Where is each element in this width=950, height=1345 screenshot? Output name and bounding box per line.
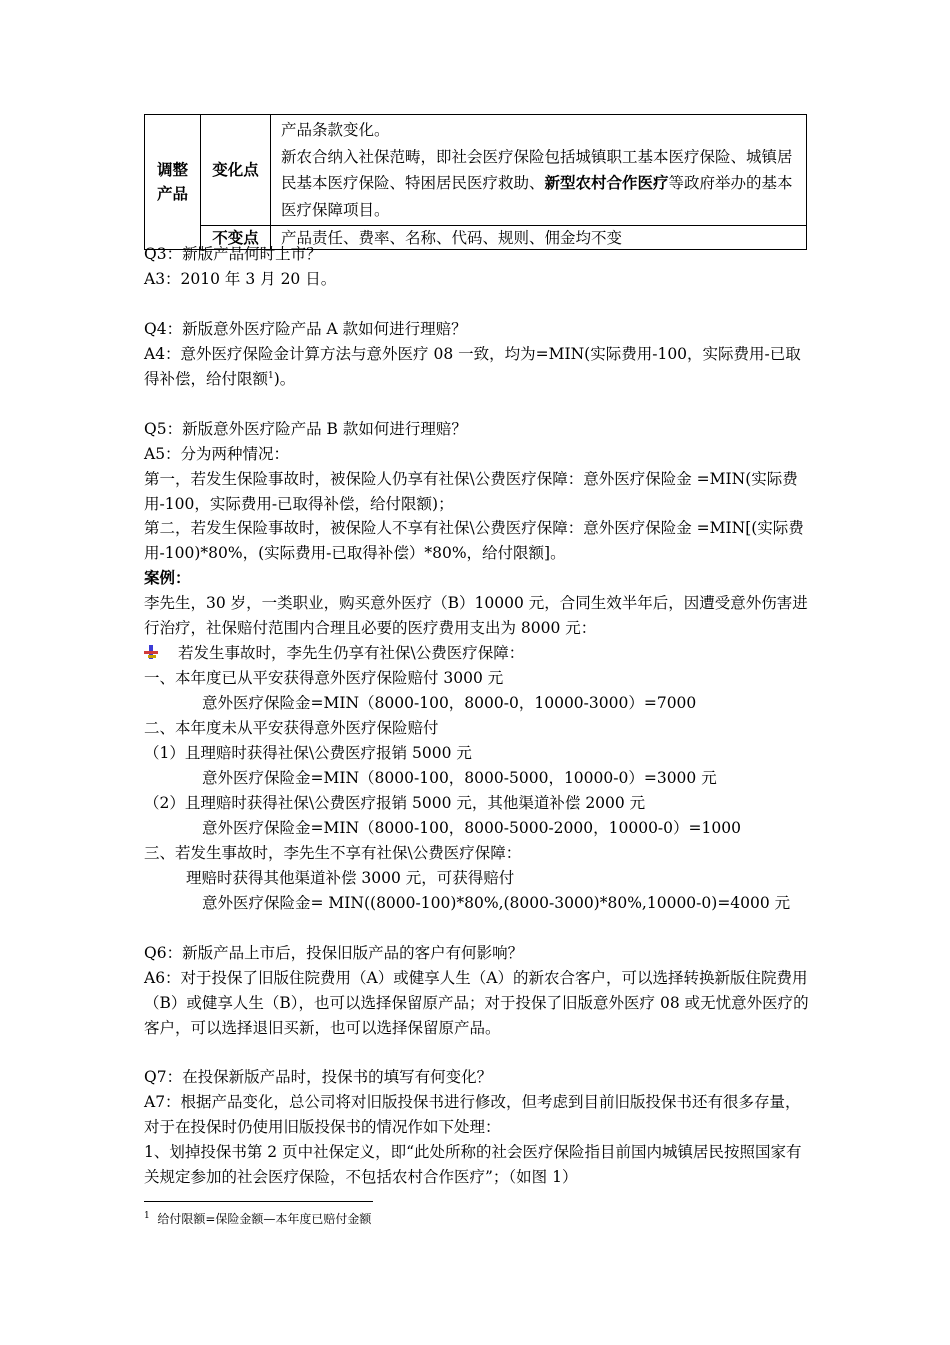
change-description: [271, 115, 807, 226]
blank-line: [144, 292, 810, 317]
question-q7: Q7：在投保新版产品时，投保书的填写有何变化？: [144, 1068, 493, 1087]
blank-line: [144, 1040, 810, 1065]
bullet-icon: [144, 645, 158, 659]
nochange-description: 产品责任、费率、名称、代码、规则、佣金均不变: [271, 226, 807, 250]
footnote-mark: 1: [144, 1211, 150, 1221]
change-label: 变化点: [201, 115, 271, 226]
footnote-separator: [144, 1201, 373, 1202]
answer-a7-item-1: 1、划掉投保书第 2 页中社保定义，即“此处所称的社会医疗保险指目前国内城镇居民按照国家有关规定参加的社会医疗保险，不包括农村合作医疗”；（如图 1）: [144, 1143, 802, 1187]
case-item-2: 二、本年度未从平安获得意外医疗保险赔付: [144, 719, 439, 738]
case-item-3-calc: 意外医疗保险金= MIN((8000-100)*80%,(8000-3000)*80%,10000-0)=4000 元: [202, 893, 791, 912]
footnote: [144, 1210, 371, 1228]
blank-line: [144, 392, 810, 417]
table-row: [145, 115, 807, 226]
case-item-3: 三、若发生事故时，李先生不享有社保\公费医疗保障：: [144, 843, 522, 862]
case-item-2-1: （1）且理赔时获得社保\公费医疗报销 5000 元: [144, 744, 472, 763]
case-bullet-text: 若发生事故时，李先生仍享有社保\公费医疗保障：: [178, 644, 525, 663]
answer-a3: A3：2010 年 3 月 20 日。: [144, 269, 337, 288]
question-q4: Q4：新版意外医疗险产品 A 款如何进行理赔？: [144, 319, 467, 338]
change-text-1: 产品条款变化。: [281, 121, 390, 139]
answer-a5-second: 第二，若发生保险事故时，被保险人不享有社保\公费医疗保障：意外医疗保险金 =MIN[(实际费用-100)*80%，(实际费用-已取得补偿）*80%，给付限额]。: [144, 519, 804, 563]
answer-a4: [144, 342, 810, 392]
change-text-2: [281, 144, 798, 224]
document-body: [144, 242, 810, 1190]
nochange-label: 不变点: [201, 226, 271, 250]
answer-a5: A5：分为两种情况：: [144, 444, 290, 463]
question-q6: Q6：新版产品上市后，投保旧版产品的客户有何影响？: [144, 943, 524, 962]
answer-a6: A6：对于投保了旧版住院费用（A）或健享人生（A）的新农合客户，可以选择转换新版住院费用（B）或健享人生（B），也可以选择保留原产品；对于投保了旧版意外医疗 08 或无忧意外医疗的客户，可以选择退旧买新，也可以选择保留原产品。: [144, 968, 809, 1037]
change-text-2c: 等政府举办的基本医疗保障项目。: [281, 174, 793, 219]
case-item-2-2: （2）且理赔时获得社保\公费医疗报销 5000 元，其他渠道补偿 2000 元: [144, 793, 646, 812]
footnote-ref[interactable]: 1: [268, 370, 274, 381]
answer-a4-end: )。: [273, 369, 296, 388]
footnote-text: 给付限额=保险金额—本年度已赔付金额: [157, 1212, 372, 1226]
case-item-1-calc: 意外医疗保险金=MIN（8000-100，8000-0，10000-3000）=7000: [202, 694, 697, 713]
case-item-3-sub: 理赔时获得其他渠道补偿 3000 元，可获得赔付: [186, 868, 515, 887]
section-label-cell: [145, 115, 201, 250]
case-item-2-1-calc: 意外医疗保险金=MIN（8000-100，8000-5000，10000-0）=3000 元: [202, 768, 717, 787]
question-q5: Q5：新版意外医疗险产品 B 款如何进行理赔？: [144, 419, 467, 438]
product-adjustment-table: [144, 114, 807, 250]
question-q3: Q3：新版产品何时上市？: [144, 245, 322, 263]
case-item-2-2-calc: 意外医疗保险金=MIN（8000-100，8000-5000-2000，10000-0）=1000: [202, 818, 741, 837]
blank-line: [144, 916, 810, 941]
answer-a5-first: 第一，若发生保险事故时，被保险人仍享有社保\公费医疗保障：意外医疗保险金 =MIN(实际费用-100，实际费用-已取得补偿，给付限额)；: [144, 469, 798, 513]
section-label: 调整产品: [156, 161, 188, 203]
case-bullet: [144, 641, 810, 666]
case-intro: 李先生，30 岁，一类职业，购买意外医疗（B）10000 元，合同生效半年后，因遭受意外伤害进行治疗，社保赔付范围内合理且必要的医疗费用支出为 8000 元：: [144, 594, 808, 638]
change-text-2-bold: 新型农村合作医疗: [544, 174, 669, 192]
change-text-2a: 新农合纳入社保范畴，即社会医疗保险包括城镇职工基本医疗保险、城镇居民基本医疗保险、特困居民医疗救助、: [281, 147, 793, 192]
answer-a7: A7：根据产品变化，总公司将对旧版投保书进行修改，但考虑到目前旧版投保书还有很多存量，对于在投保时仍使用旧版投保书的情况作如下处理：: [144, 1093, 801, 1137]
case-item-1: 一、本年度已从平安获得意外医疗保险赔付 3000 元: [144, 669, 504, 688]
case-label: 案例：: [144, 569, 191, 588]
answer-a4-text: A4：意外医疗保险金计算方法与意外医疗 08 一致，均为=MIN(实际费用-100，实际费用-已取得补偿，给付限额: [144, 344, 801, 388]
